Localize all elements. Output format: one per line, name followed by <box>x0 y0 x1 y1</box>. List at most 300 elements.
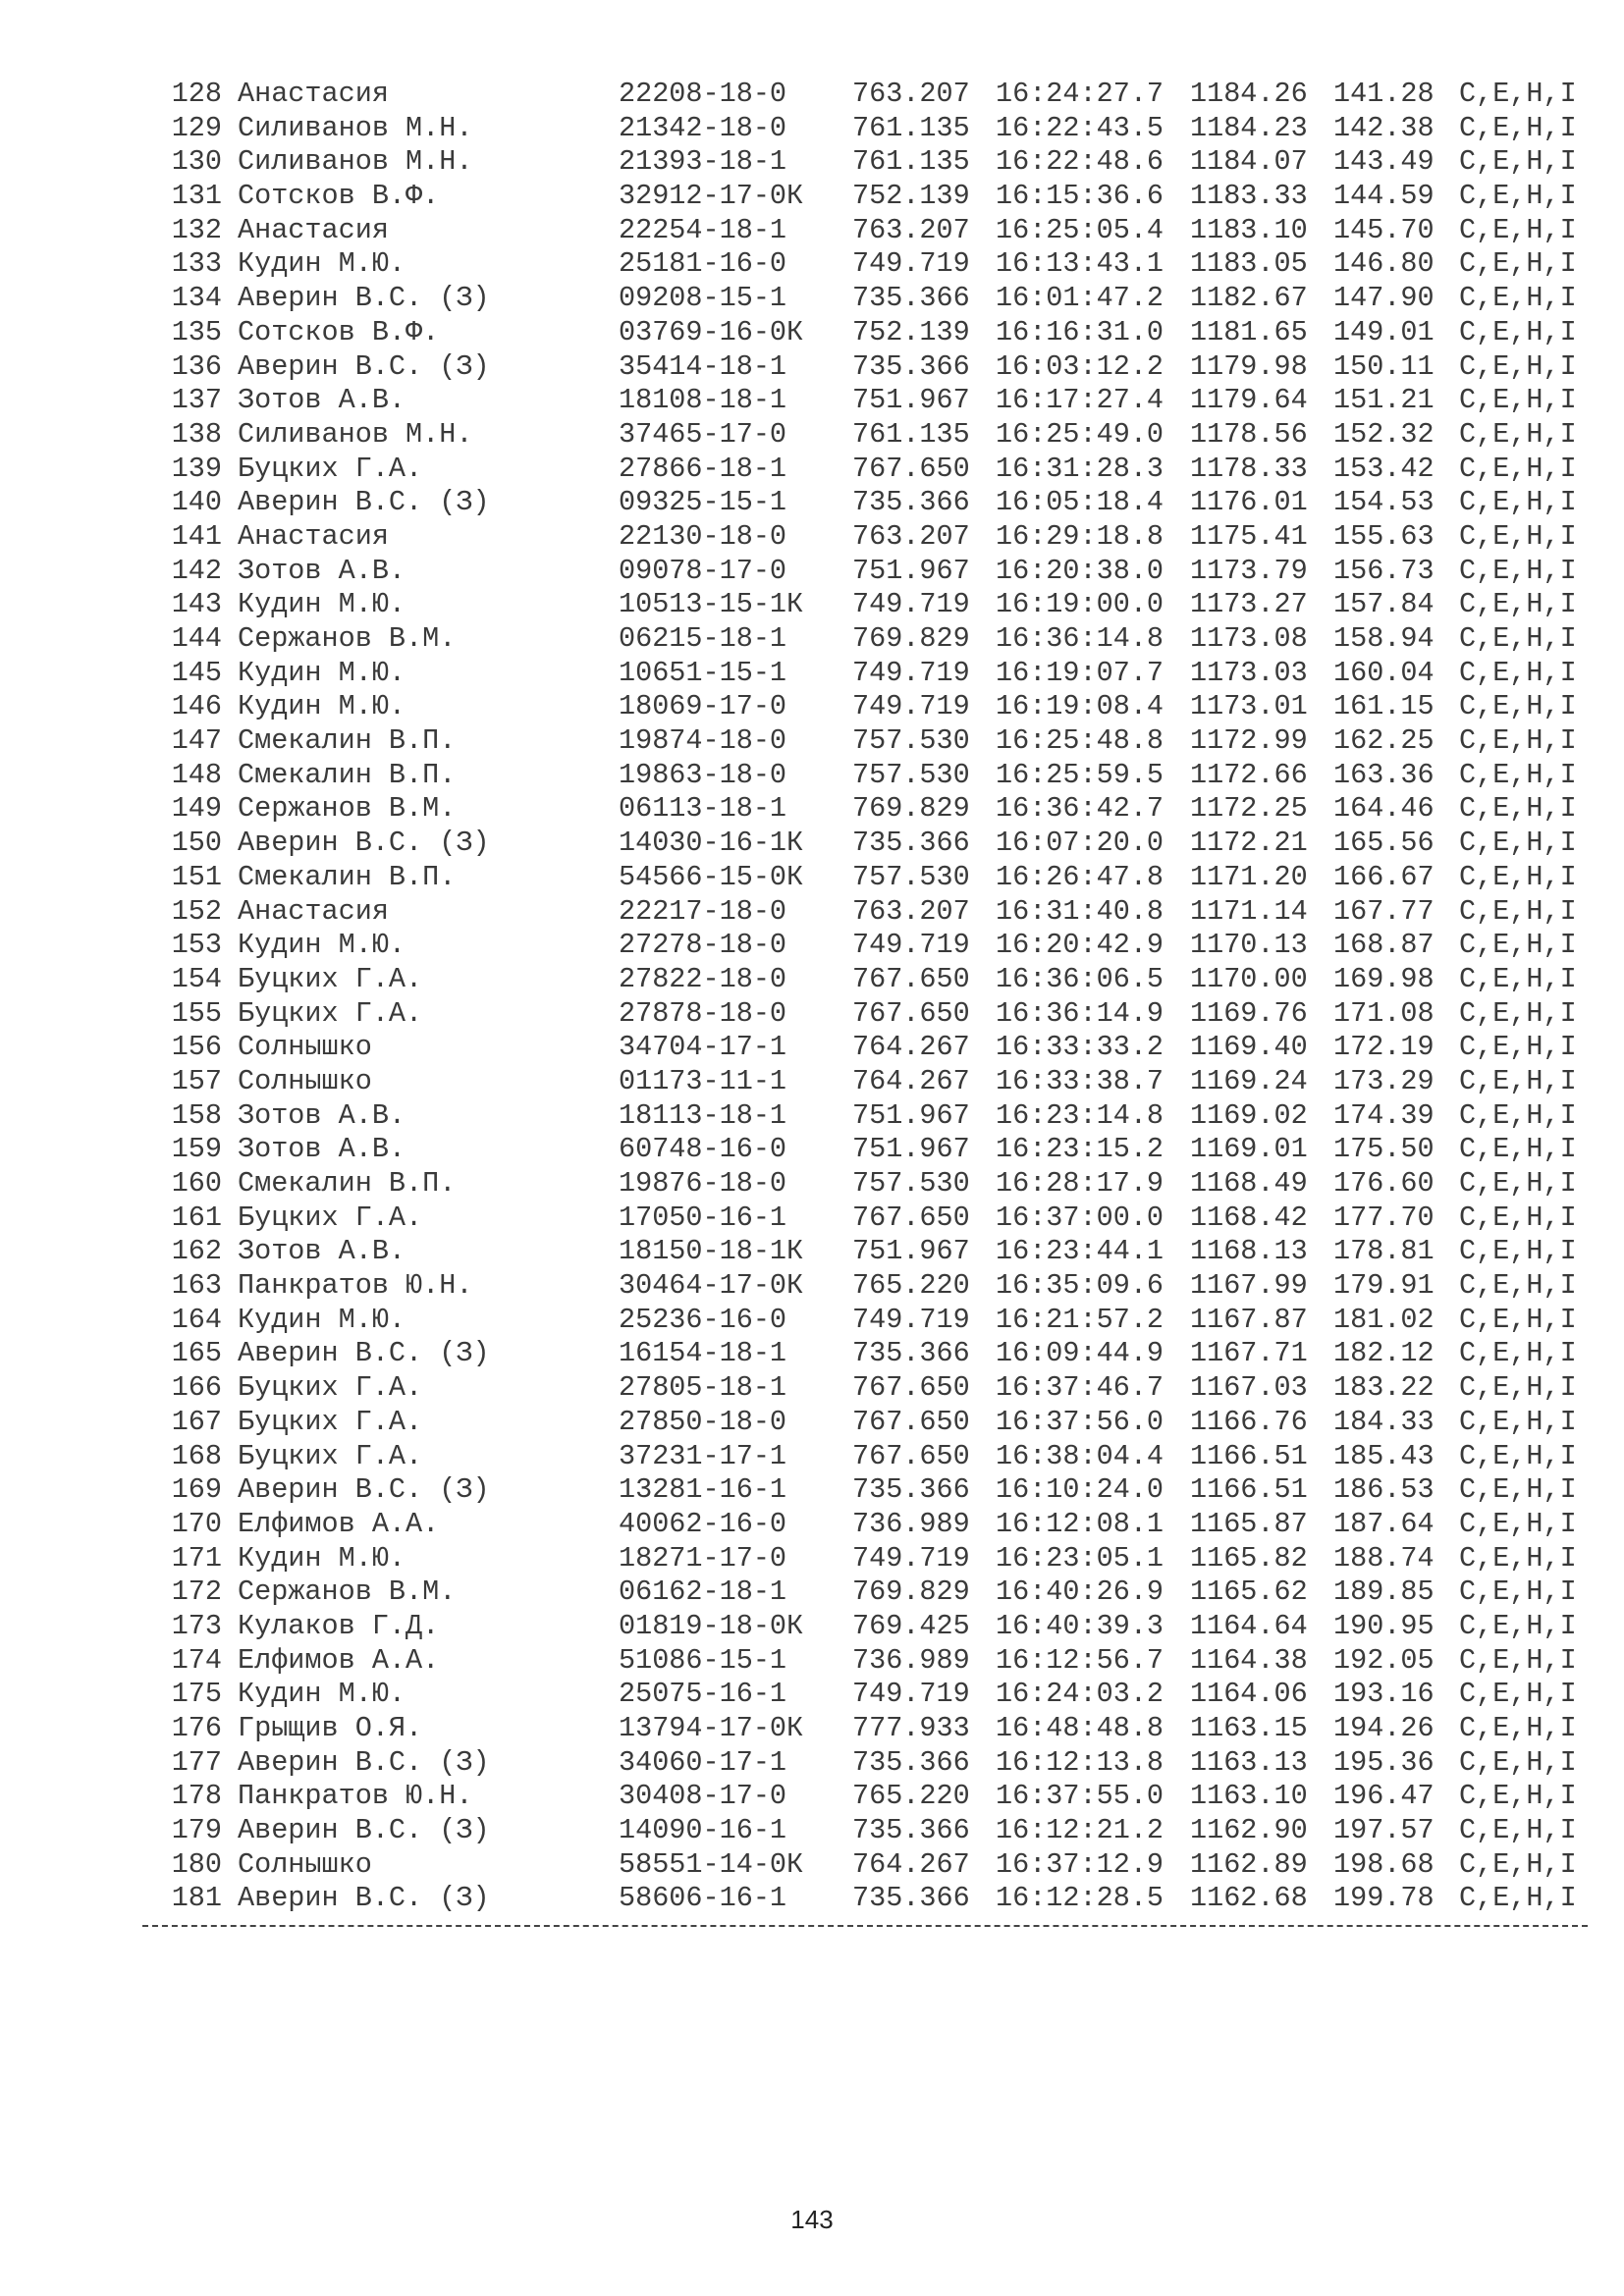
speed-cell: 1182.67 <box>1190 282 1308 315</box>
distance-cell: 749.719 <box>852 588 970 621</box>
rank-cell: 162 <box>171 1235 222 1268</box>
distance-cell: 767.650 <box>852 996 970 1030</box>
distance-cell: 735.366 <box>852 486 970 519</box>
coefficient-cell: 176.60 <box>1333 1167 1435 1200</box>
speed-cell: 1167.99 <box>1190 1269 1308 1303</box>
speed-cell: 1165.82 <box>1190 1541 1308 1575</box>
distance-cell: 764.267 <box>852 1064 970 1097</box>
ring-number-cell: 27805-18-1 <box>619 1371 787 1405</box>
distance-cell: 757.530 <box>852 758 970 791</box>
distance-cell: 765.220 <box>852 1269 970 1303</box>
coefficient-cell: 190.95 <box>1333 1609 1435 1642</box>
fancier-name-cell: Анастасия <box>238 213 389 246</box>
ring-number-cell: 30408-17-0 <box>619 1780 787 1813</box>
table-row <box>155 1201 1577 1236</box>
rank-cell: 152 <box>171 894 222 928</box>
arrival-time-cell: 16:40:39.3 <box>996 1609 1164 1642</box>
fancier-name-cell: Анастасия <box>238 519 389 553</box>
rank-cell: 167 <box>171 1405 222 1438</box>
rank-cell: 172 <box>171 1575 222 1609</box>
arrival-time-cell: 16:37:00.0 <box>996 1201 1164 1234</box>
arrival-time-cell: 16:37:12.9 <box>996 1847 1164 1881</box>
ring-number-cell: 01173-11-1 <box>619 1064 787 1097</box>
table-row <box>155 963 1577 997</box>
coefficient-cell: 161.15 <box>1333 690 1435 723</box>
rank-cell: 149 <box>171 792 222 826</box>
rank-cell: 144 <box>171 622 222 655</box>
category-tags-cell: С,Е,Н,І <box>1459 180 1577 213</box>
fancier-name-cell: Аверин В.С. (З) <box>238 1473 490 1507</box>
fancier-name-cell: Смекалин В.П. <box>238 724 457 758</box>
coefficient-cell: 178.81 <box>1333 1235 1435 1268</box>
rank-cell: 163 <box>171 1269 222 1303</box>
rank-cell: 129 <box>171 111 222 144</box>
table-row <box>155 1304 1577 1338</box>
rank-cell: 180 <box>171 1847 222 1881</box>
arrival-time-cell: 16:36:06.5 <box>996 962 1164 995</box>
speed-cell: 1172.25 <box>1190 792 1308 826</box>
category-tags-cell: С,Е,Н,І <box>1459 1337 1577 1370</box>
rank-cell: 141 <box>171 519 222 553</box>
category-tags-cell: С,Е,Н,І <box>1459 417 1577 451</box>
distance-cell: 751.967 <box>852 1133 970 1166</box>
ring-number-cell: 18271-17-0 <box>619 1541 787 1575</box>
coefficient-cell: 193.16 <box>1333 1678 1435 1711</box>
distance-cell: 736.989 <box>852 1643 970 1677</box>
ring-number-cell: 14030-16-1К <box>619 827 804 860</box>
coefficient-cell: 186.53 <box>1333 1473 1435 1507</box>
speed-cell: 1166.76 <box>1190 1405 1308 1438</box>
distance-cell: 751.967 <box>852 384 970 417</box>
fancier-name-cell: Силиванов М.Н. <box>238 417 473 451</box>
rank-cell: 145 <box>171 656 222 689</box>
speed-cell: 1173.08 <box>1190 622 1308 655</box>
distance-cell: 757.530 <box>852 724 970 758</box>
fancier-name-cell: Буцких Г.А. <box>238 1371 423 1405</box>
category-tags-cell: С,Е,Н,І <box>1459 247 1577 281</box>
ring-number-cell: 13281-16-1 <box>619 1473 787 1507</box>
ring-number-cell: 18150-18-1К <box>619 1235 804 1268</box>
fancier-name-cell: Буцких Г.А. <box>238 1405 423 1438</box>
speed-cell: 1172.21 <box>1190 827 1308 860</box>
speed-cell: 1183.33 <box>1190 180 1308 213</box>
ring-number-cell: 37465-17-0 <box>619 417 787 451</box>
category-tags-cell: С,Е,Н,І <box>1459 1609 1577 1642</box>
fancier-name-cell: Аверин В.С. (З) <box>238 1337 490 1370</box>
speed-cell: 1176.01 <box>1190 486 1308 519</box>
arrival-time-cell: 16:33:38.7 <box>996 1064 1164 1097</box>
category-tags-cell: С,Е,Н,І <box>1459 1235 1577 1268</box>
coefficient-cell: 165.56 <box>1333 827 1435 860</box>
arrival-time-cell: 16:22:48.6 <box>996 145 1164 179</box>
table-row <box>155 112 1577 146</box>
fancier-name-cell: Буцких Г.А. <box>238 1439 423 1472</box>
ring-number-cell: 18069-17-0 <box>619 690 787 723</box>
distance-cell: 769.829 <box>852 792 970 826</box>
rank-cell: 151 <box>171 860 222 893</box>
arrival-time-cell: 16:35:09.6 <box>996 1269 1164 1303</box>
rank-cell: 155 <box>171 996 222 1030</box>
table-row <box>155 1678 1577 1712</box>
coefficient-cell: 174.39 <box>1333 1098 1435 1132</box>
ring-number-cell: 27278-18-0 <box>619 929 787 962</box>
fancier-name-cell: Сотсков В.Ф. <box>238 315 440 348</box>
speed-cell: 1172.66 <box>1190 758 1308 791</box>
distance-cell: 735.366 <box>852 1473 970 1507</box>
fancier-name-cell: Силиванов М.Н. <box>238 145 473 179</box>
coefficient-cell: 162.25 <box>1333 724 1435 758</box>
arrival-time-cell: 16:19:08.4 <box>996 690 1164 723</box>
category-tags-cell: С,Е,Н,І <box>1459 1031 1577 1064</box>
speed-cell: 1169.01 <box>1190 1133 1308 1166</box>
rank-cell: 133 <box>171 247 222 281</box>
category-tags-cell: С,Е,Н,І <box>1459 78 1577 110</box>
ring-number-cell: 30464-17-0К <box>619 1269 804 1303</box>
table-row <box>155 555 1577 589</box>
speed-cell: 1171.20 <box>1190 860 1308 893</box>
fancier-name-cell: Аверин В.С. (З) <box>238 1882 490 1915</box>
ring-number-cell: 25181-16-0 <box>619 247 787 281</box>
fancier-name-cell: Кудин М.Ю. <box>238 929 406 962</box>
rank-cell: 150 <box>171 827 222 860</box>
distance-cell: 749.719 <box>852 1541 970 1575</box>
category-tags-cell: С,Е,Н,І <box>1459 1780 1577 1813</box>
rank-cell: 168 <box>171 1439 222 1472</box>
fancier-name-cell: Буцких Г.А. <box>238 996 423 1030</box>
speed-cell: 1172.99 <box>1190 724 1308 758</box>
ring-number-cell: 10513-15-1К <box>619 588 804 621</box>
fancier-name-cell: Силиванов М.Н. <box>238 111 473 144</box>
table-row <box>155 1712 1577 1746</box>
coefficient-cell: 196.47 <box>1333 1780 1435 1813</box>
arrival-time-cell: 16:12:56.7 <box>996 1643 1164 1677</box>
distance-cell: 777.933 <box>852 1712 970 1744</box>
speed-cell: 1179.98 <box>1190 349 1308 383</box>
ring-number-cell: 32912-17-0К <box>619 180 804 213</box>
fancier-name-cell: Зотов А.В. <box>238 554 406 587</box>
rank-cell: 142 <box>171 554 222 587</box>
distance-cell: 735.366 <box>852 827 970 860</box>
arrival-time-cell: 16:24:27.7 <box>996 78 1164 110</box>
distance-cell: 749.719 <box>852 247 970 281</box>
fancier-name-cell: Кудин М.Ю. <box>238 1303 406 1336</box>
coefficient-cell: 179.91 <box>1333 1269 1435 1303</box>
arrival-time-cell: 16:13:43.1 <box>996 247 1164 281</box>
table-row <box>155 622 1577 657</box>
table-row <box>155 1508 1577 1542</box>
category-tags-cell: С,Е,Н,І <box>1459 929 1577 962</box>
coefficient-cell: 151.21 <box>1333 384 1435 417</box>
ring-number-cell: 58551-14-0К <box>619 1847 804 1881</box>
speed-cell: 1167.03 <box>1190 1371 1308 1405</box>
ring-number-cell: 21393-18-1 <box>619 145 787 179</box>
arrival-time-cell: 16:25:59.5 <box>996 758 1164 791</box>
category-tags-cell: С,Е,Н,І <box>1459 1882 1577 1915</box>
fancier-name-cell: Смекалин В.П. <box>238 758 457 791</box>
distance-cell: 764.267 <box>852 1847 970 1881</box>
category-tags-cell: С,Е,Н,І <box>1459 452 1577 485</box>
speed-cell: 1173.03 <box>1190 656 1308 689</box>
coefficient-cell: 147.90 <box>1333 282 1435 315</box>
table-row <box>155 1473 1577 1508</box>
rank-cell: 174 <box>171 1643 222 1677</box>
coefficient-cell: 150.11 <box>1333 349 1435 383</box>
fancier-name-cell: Сотсков В.Ф. <box>238 180 440 213</box>
speed-cell: 1163.15 <box>1190 1712 1308 1744</box>
coefficient-cell: 156.73 <box>1333 554 1435 587</box>
category-tags-cell: С,Е,Н,І <box>1459 145 1577 179</box>
arrival-time-cell: 16:38:04.4 <box>996 1439 1164 1472</box>
speed-cell: 1164.64 <box>1190 1609 1308 1642</box>
coefficient-cell: 168.87 <box>1333 929 1435 962</box>
category-tags-cell: С,Е,Н,І <box>1459 282 1577 315</box>
distance-cell: 751.967 <box>852 554 970 587</box>
category-tags-cell: С,Е,Н,І <box>1459 860 1577 893</box>
arrival-time-cell: 16:31:40.8 <box>996 894 1164 928</box>
coefficient-cell: 184.33 <box>1333 1405 1435 1438</box>
arrival-time-cell: 16:07:20.0 <box>996 827 1164 860</box>
fancier-name-cell: Сержанов В.М. <box>238 792 457 826</box>
coefficient-cell: 154.53 <box>1333 486 1435 519</box>
rank-cell: 131 <box>171 180 222 213</box>
coefficient-cell: 144.59 <box>1333 180 1435 213</box>
coefficient-cell: 182.12 <box>1333 1337 1435 1370</box>
category-tags-cell: С,Е,Н,І <box>1459 519 1577 553</box>
coefficient-cell: 153.42 <box>1333 452 1435 485</box>
arrival-time-cell: 16:16:31.0 <box>996 315 1164 348</box>
arrival-time-cell: 16:25:05.4 <box>996 213 1164 246</box>
distance-cell: 749.719 <box>852 656 970 689</box>
category-tags-cell: С,Е,Н,І <box>1459 315 1577 348</box>
distance-cell: 767.650 <box>852 1439 970 1472</box>
arrival-time-cell: 16:28:17.9 <box>996 1167 1164 1200</box>
ring-number-cell: 18108-18-1 <box>619 384 787 417</box>
speed-cell: 1170.00 <box>1190 962 1308 995</box>
table-row <box>155 1848 1577 1883</box>
ring-number-cell: 27866-18-1 <box>619 452 787 485</box>
coefficient-cell: 172.19 <box>1333 1031 1435 1064</box>
rank-cell: 128 <box>171 78 222 110</box>
table-row <box>155 453 1577 487</box>
distance-cell: 757.530 <box>852 860 970 893</box>
distance-cell: 735.366 <box>852 282 970 315</box>
rank-cell: 165 <box>171 1337 222 1370</box>
arrival-time-cell: 16:36:42.7 <box>996 792 1164 826</box>
rank-cell: 153 <box>171 929 222 962</box>
coefficient-cell: 197.57 <box>1333 1814 1435 1847</box>
category-tags-cell: С,Е,Н,І <box>1459 1269 1577 1303</box>
distance-cell: 767.650 <box>852 1371 970 1405</box>
speed-cell: 1173.27 <box>1190 588 1308 621</box>
category-tags-cell: С,Е,Н,І <box>1459 1678 1577 1711</box>
coefficient-cell: 152.32 <box>1333 417 1435 451</box>
category-tags-cell: С,Е,Н,І <box>1459 1439 1577 1472</box>
rank-cell: 179 <box>171 1814 222 1847</box>
category-tags-cell: С,Е,Н,І <box>1459 1473 1577 1507</box>
category-tags-cell: С,Е,Н,І <box>1459 1303 1577 1336</box>
rank-cell: 157 <box>171 1064 222 1097</box>
arrival-time-cell: 16:12:08.1 <box>996 1507 1164 1540</box>
category-tags-cell: С,Е,Н,І <box>1459 1098 1577 1132</box>
table-row <box>155 486 1577 520</box>
rank-cell: 170 <box>171 1507 222 1540</box>
table-row <box>155 180 1577 214</box>
table-row <box>155 1337 1577 1371</box>
ring-number-cell: 27850-18-0 <box>619 1405 787 1438</box>
coefficient-cell: 155.63 <box>1333 519 1435 553</box>
fancier-name-cell: Смекалин В.П. <box>238 1167 457 1200</box>
ring-number-cell: 22208-18-0 <box>619 78 787 110</box>
arrival-time-cell: 16:15:36.6 <box>996 180 1164 213</box>
arrival-time-cell: 16:23:05.1 <box>996 1541 1164 1575</box>
fancier-name-cell: Аверин В.С. (З) <box>238 349 490 383</box>
table-row <box>155 1746 1577 1781</box>
coefficient-cell: 181.02 <box>1333 1303 1435 1336</box>
fancier-name-cell: Аверин В.С. (З) <box>238 1814 490 1847</box>
distance-cell: 751.967 <box>852 1098 970 1132</box>
speed-cell: 1178.33 <box>1190 452 1308 485</box>
speed-cell: 1163.13 <box>1190 1745 1308 1779</box>
arrival-time-cell: 16:37:55.0 <box>996 1780 1164 1813</box>
coefficient-cell: 183.22 <box>1333 1371 1435 1405</box>
table-row <box>155 247 1577 282</box>
rank-cell: 139 <box>171 452 222 485</box>
rank-cell: 143 <box>171 588 222 621</box>
category-tags-cell: С,Е,Н,І <box>1459 1201 1577 1234</box>
coefficient-cell: 163.36 <box>1333 758 1435 791</box>
distance-cell: 767.650 <box>852 452 970 485</box>
arrival-time-cell: 16:12:21.2 <box>996 1814 1164 1847</box>
fancier-name-cell: Буцких Г.А. <box>238 452 423 485</box>
speed-cell: 1162.68 <box>1190 1882 1308 1915</box>
speed-cell: 1184.23 <box>1190 111 1308 144</box>
arrival-time-cell: 16:17:27.4 <box>996 384 1164 417</box>
speed-cell: 1178.56 <box>1190 417 1308 451</box>
rank-cell: 130 <box>171 145 222 179</box>
ring-number-cell: 27822-18-0 <box>619 962 787 995</box>
speed-cell: 1184.07 <box>1190 145 1308 179</box>
ring-number-cell: 17050-16-1 <box>619 1201 787 1234</box>
rank-cell: 159 <box>171 1133 222 1166</box>
distance-cell: 757.530 <box>852 1167 970 1200</box>
distance-cell: 769.829 <box>852 622 970 655</box>
rank-cell: 176 <box>171 1712 222 1744</box>
category-tags-cell: С,Е,Н,І <box>1459 996 1577 1030</box>
table-row <box>155 724 1577 759</box>
rank-cell: 175 <box>171 1678 222 1711</box>
ring-number-cell: 06162-18-1 <box>619 1575 787 1609</box>
ring-number-cell: 03769-16-0К <box>619 315 804 348</box>
ring-number-cell: 19876-18-0 <box>619 1167 787 1200</box>
coefficient-cell: 194.26 <box>1333 1712 1435 1744</box>
speed-cell: 1170.13 <box>1190 929 1308 962</box>
distance-cell: 767.650 <box>852 962 970 995</box>
arrival-time-cell: 16:12:13.8 <box>996 1745 1164 1779</box>
category-tags-cell: С,Е,Н,І <box>1459 792 1577 826</box>
page-number: 143 <box>790 2205 834 2234</box>
rank-cell: 146 <box>171 690 222 723</box>
distance-cell: 765.220 <box>852 1780 970 1813</box>
rank-cell: 147 <box>171 724 222 758</box>
rank-cell: 132 <box>171 213 222 246</box>
fancier-name-cell: Грыщив О.Я. <box>238 1712 423 1744</box>
table-row <box>155 316 1577 350</box>
fancier-name-cell: Аверин В.С. (З) <box>238 282 490 315</box>
rank-cell: 134 <box>171 282 222 315</box>
arrival-time-cell: 16:26:47.8 <box>996 860 1164 893</box>
ring-number-cell: 34704-17-1 <box>619 1031 787 1064</box>
coefficient-cell: 175.50 <box>1333 1133 1435 1166</box>
fancier-name-cell: Солнышко <box>238 1847 372 1881</box>
speed-cell: 1183.05 <box>1190 247 1308 281</box>
coefficient-cell: 177.70 <box>1333 1201 1435 1234</box>
distance-cell: 763.207 <box>852 78 970 110</box>
distance-cell: 736.989 <box>852 1507 970 1540</box>
coefficient-cell: 189.85 <box>1333 1575 1435 1609</box>
fancier-name-cell: Елфимов А.А. <box>238 1507 440 1540</box>
table-row <box>155 1610 1577 1644</box>
coefficient-cell: 167.77 <box>1333 894 1435 928</box>
fancier-name-cell: Буцких Г.А. <box>238 962 423 995</box>
ring-number-cell: 37231-17-1 <box>619 1439 787 1472</box>
table-row <box>155 929 1577 963</box>
arrival-time-cell: 16:20:42.9 <box>996 929 1164 962</box>
fancier-name-cell: Кудин М.Ю. <box>238 588 406 621</box>
coefficient-cell: 142.38 <box>1333 111 1435 144</box>
category-tags-cell: С,Е,Н,І <box>1459 1575 1577 1609</box>
distance-cell: 761.135 <box>852 417 970 451</box>
ring-number-cell: 34060-17-1 <box>619 1745 787 1779</box>
table-row <box>155 282 1577 316</box>
distance-cell: 752.139 <box>852 315 970 348</box>
table-row <box>155 145 1577 180</box>
ring-number-cell: 22130-18-0 <box>619 519 787 553</box>
category-tags-cell: С,Е,Н,І <box>1459 1133 1577 1166</box>
table-row <box>155 895 1577 930</box>
distance-cell: 769.425 <box>852 1609 970 1642</box>
coefficient-cell: 187.64 <box>1333 1507 1435 1540</box>
rank-cell: 154 <box>171 962 222 995</box>
dashed-divider <box>142 1925 1588 1927</box>
rank-cell: 135 <box>171 315 222 348</box>
category-tags-cell: С,Е,Н,І <box>1459 1507 1577 1540</box>
fancier-name-cell: Панкратов Ю.Н. <box>238 1780 473 1813</box>
fancier-name-cell: Панкратов Ю.Н. <box>238 1269 473 1303</box>
arrival-time-cell: 16:24:03.2 <box>996 1678 1164 1711</box>
fancier-name-cell: Кудин М.Ю. <box>238 1541 406 1575</box>
coefficient-cell: 192.05 <box>1333 1643 1435 1677</box>
distance-cell: 735.366 <box>852 349 970 383</box>
category-tags-cell: С,Е,Н,І <box>1459 1814 1577 1847</box>
table-row <box>155 588 1577 622</box>
distance-cell: 735.366 <box>852 1337 970 1370</box>
distance-cell: 767.650 <box>852 1405 970 1438</box>
category-tags-cell: С,Е,Н,І <box>1459 758 1577 791</box>
table-row <box>155 418 1577 453</box>
speed-cell: 1169.02 <box>1190 1098 1308 1132</box>
fancier-name-cell: Сержанов В.М. <box>238 622 457 655</box>
ring-number-cell: 58606-16-1 <box>619 1882 787 1915</box>
fancier-name-cell: Аверин В.С. (З) <box>238 486 490 519</box>
table-row <box>155 78 1577 112</box>
arrival-time-cell: 16:23:44.1 <box>996 1235 1164 1268</box>
fancier-name-cell: Елфимов А.А. <box>238 1643 440 1677</box>
fancier-name-cell: Солнышко <box>238 1031 372 1064</box>
speed-cell: 1168.49 <box>1190 1167 1308 1200</box>
ring-number-cell: 35414-18-1 <box>619 349 787 383</box>
speed-cell: 1173.79 <box>1190 554 1308 587</box>
fancier-name-cell: Буцких Г.А. <box>238 1201 423 1234</box>
